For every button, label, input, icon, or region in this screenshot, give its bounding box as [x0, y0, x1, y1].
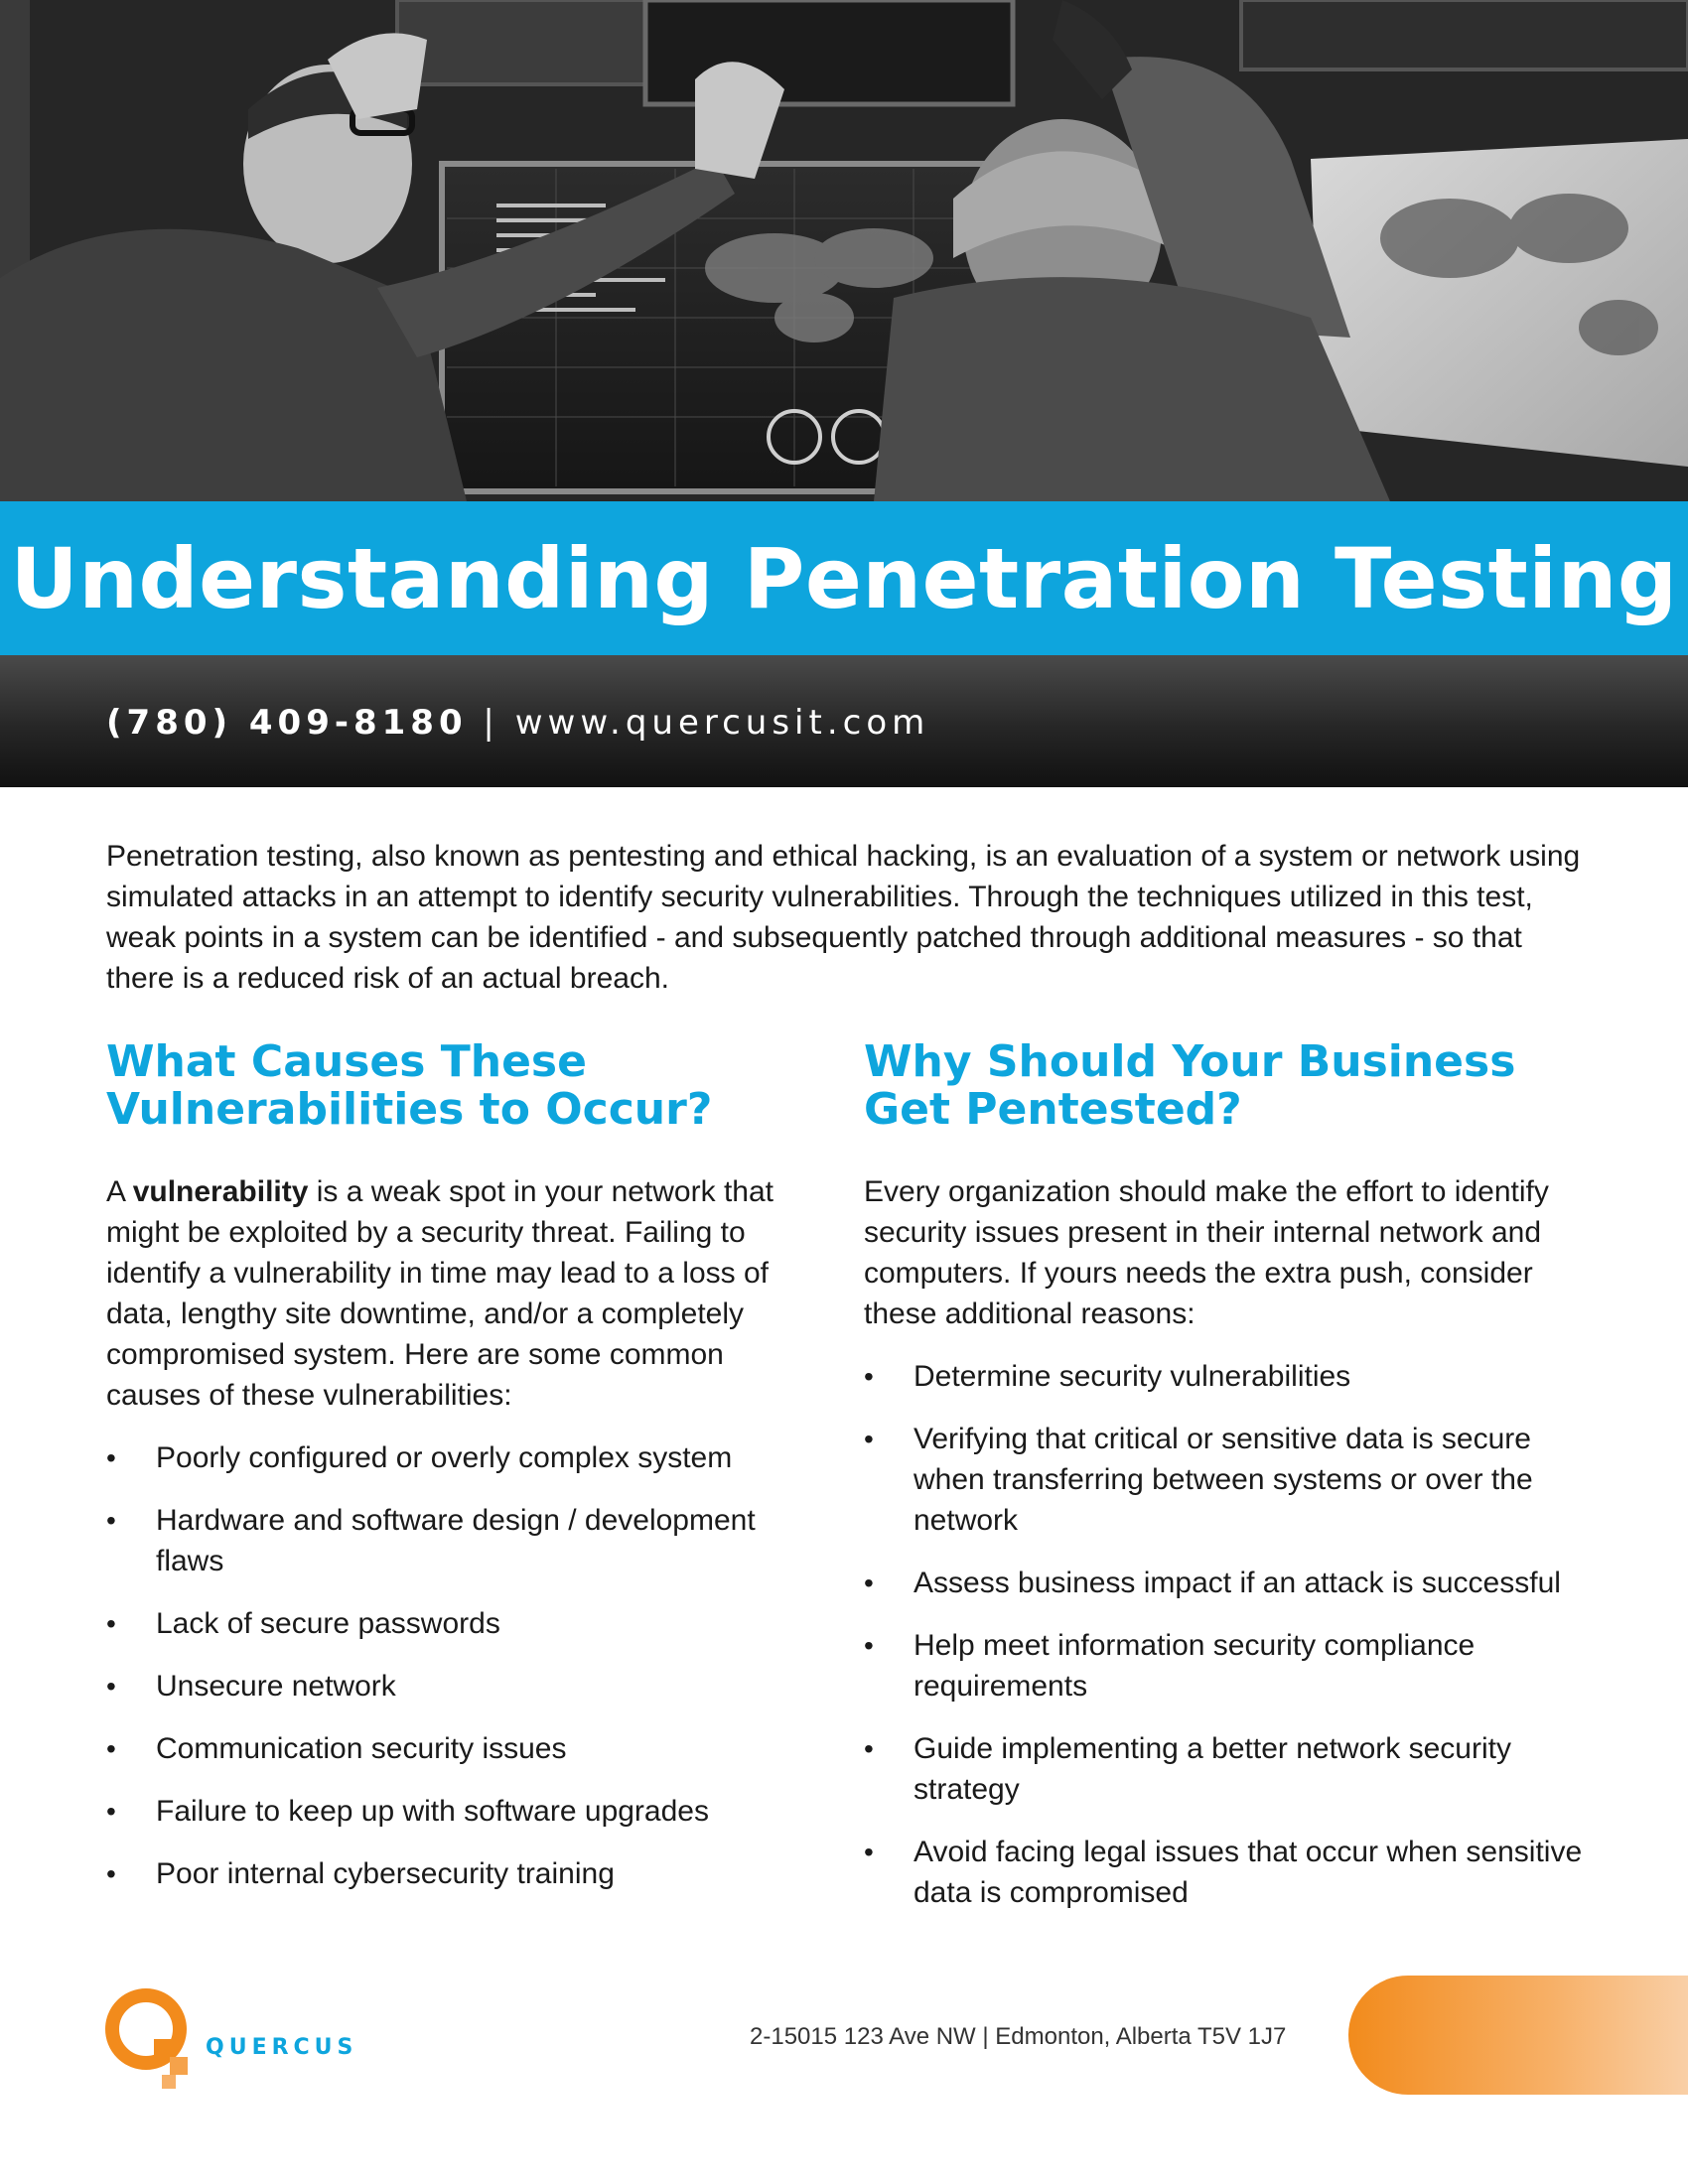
list-item: • Verifying that critical or sensitive data is secure when transferring between systems or over the network [864, 1419, 1599, 1541]
left-body [106, 1171, 801, 1416]
list-item: • Determine security vulnerabilities [864, 1356, 1599, 1397]
list-item: • Lack of secure passwords [106, 1603, 801, 1644]
left-bullet-list [106, 1437, 801, 1894]
footer-address: 2-15015 123 Ave NW | Edmonton, Alberta T5V 1J7 [750, 2023, 1287, 2050]
contact-bar [0, 655, 1688, 787]
orange-accent-shape [1348, 1976, 1688, 2095]
left-body-bold: vulnerability [132, 1175, 309, 1208]
left-column [106, 1038, 801, 1916]
brand-name: QUERCUS [206, 2035, 358, 2060]
left-heading-line2: Vulnerabilities to Occur? [106, 1084, 713, 1135]
list-item: • Avoid facing legal issues that occur when sensitive data is compromised [864, 1832, 1599, 1913]
phone-number[interactable]: (780) 409-8180 [106, 703, 468, 743]
left-heading [106, 1038, 801, 1134]
list-item: • Unsecure network [106, 1666, 801, 1706]
right-column [864, 1038, 1599, 1935]
list-item: • Poor internal cybersecurity training [106, 1853, 801, 1894]
left-body-rest: is a weak spot in your network that might be exploited by a security threat. Failing to identify a vulnerability in time may lead to a loss of data, lengthy site downtime, and/or a completely compromised system. Here are some common causes of these vulnerabilities: [106, 1175, 774, 1412]
hero-photo [0, 0, 1688, 501]
left-heading-line1: What Causes These [106, 1036, 587, 1087]
list-item: • Guide implementing a better network security strategy [864, 1728, 1599, 1810]
page-title: Understanding Penetration Testing [10, 529, 1678, 627]
list-item: • Hardware and software design / development flaws [106, 1500, 801, 1581]
contact-info [106, 703, 929, 743]
right-body: Every organization should make the effort to identify security issues present in their internal network and computers. If yours needs the extra push, consider these additional reasons: [864, 1175, 1549, 1330]
list-item: • Communication security issues [106, 1728, 801, 1769]
left-body-prefix: A [106, 1175, 133, 1208]
contact-separator: | [483, 703, 499, 743]
right-heading [864, 1038, 1599, 1134]
right-bullet-list [864, 1356, 1599, 1913]
list-item: • Help meet information security compliance requirements [864, 1625, 1599, 1706]
list-item: • Failure to keep up with software upgrades [106, 1791, 801, 1832]
right-heading-line2: Get Pentested? [864, 1084, 1242, 1135]
list-item: • Poorly configured or overly complex system [106, 1437, 801, 1478]
quercus-logo [104, 1987, 362, 2097]
title-band [0, 501, 1688, 655]
intro-paragraph: Penetration testing, also known as pentesting and ethical hacking, is an evaluation of a system or network using simulated attacks in an attempt to identify security vulnerabilities. Through the techniques utilized in this test, weak points in a system can be identified - and subsequently patched through additional measures - so that there is a reduced risk of an actual breach. [106, 840, 1581, 995]
right-heading-line1: Why Should Your Business [864, 1036, 1516, 1087]
list-item: • Assess business impact if an attack is successful [864, 1563, 1599, 1603]
quercus-q-icon [104, 1987, 204, 2097]
hero-illustration [0, 0, 1688, 501]
website-link[interactable]: www.quercusit.com [514, 703, 930, 743]
